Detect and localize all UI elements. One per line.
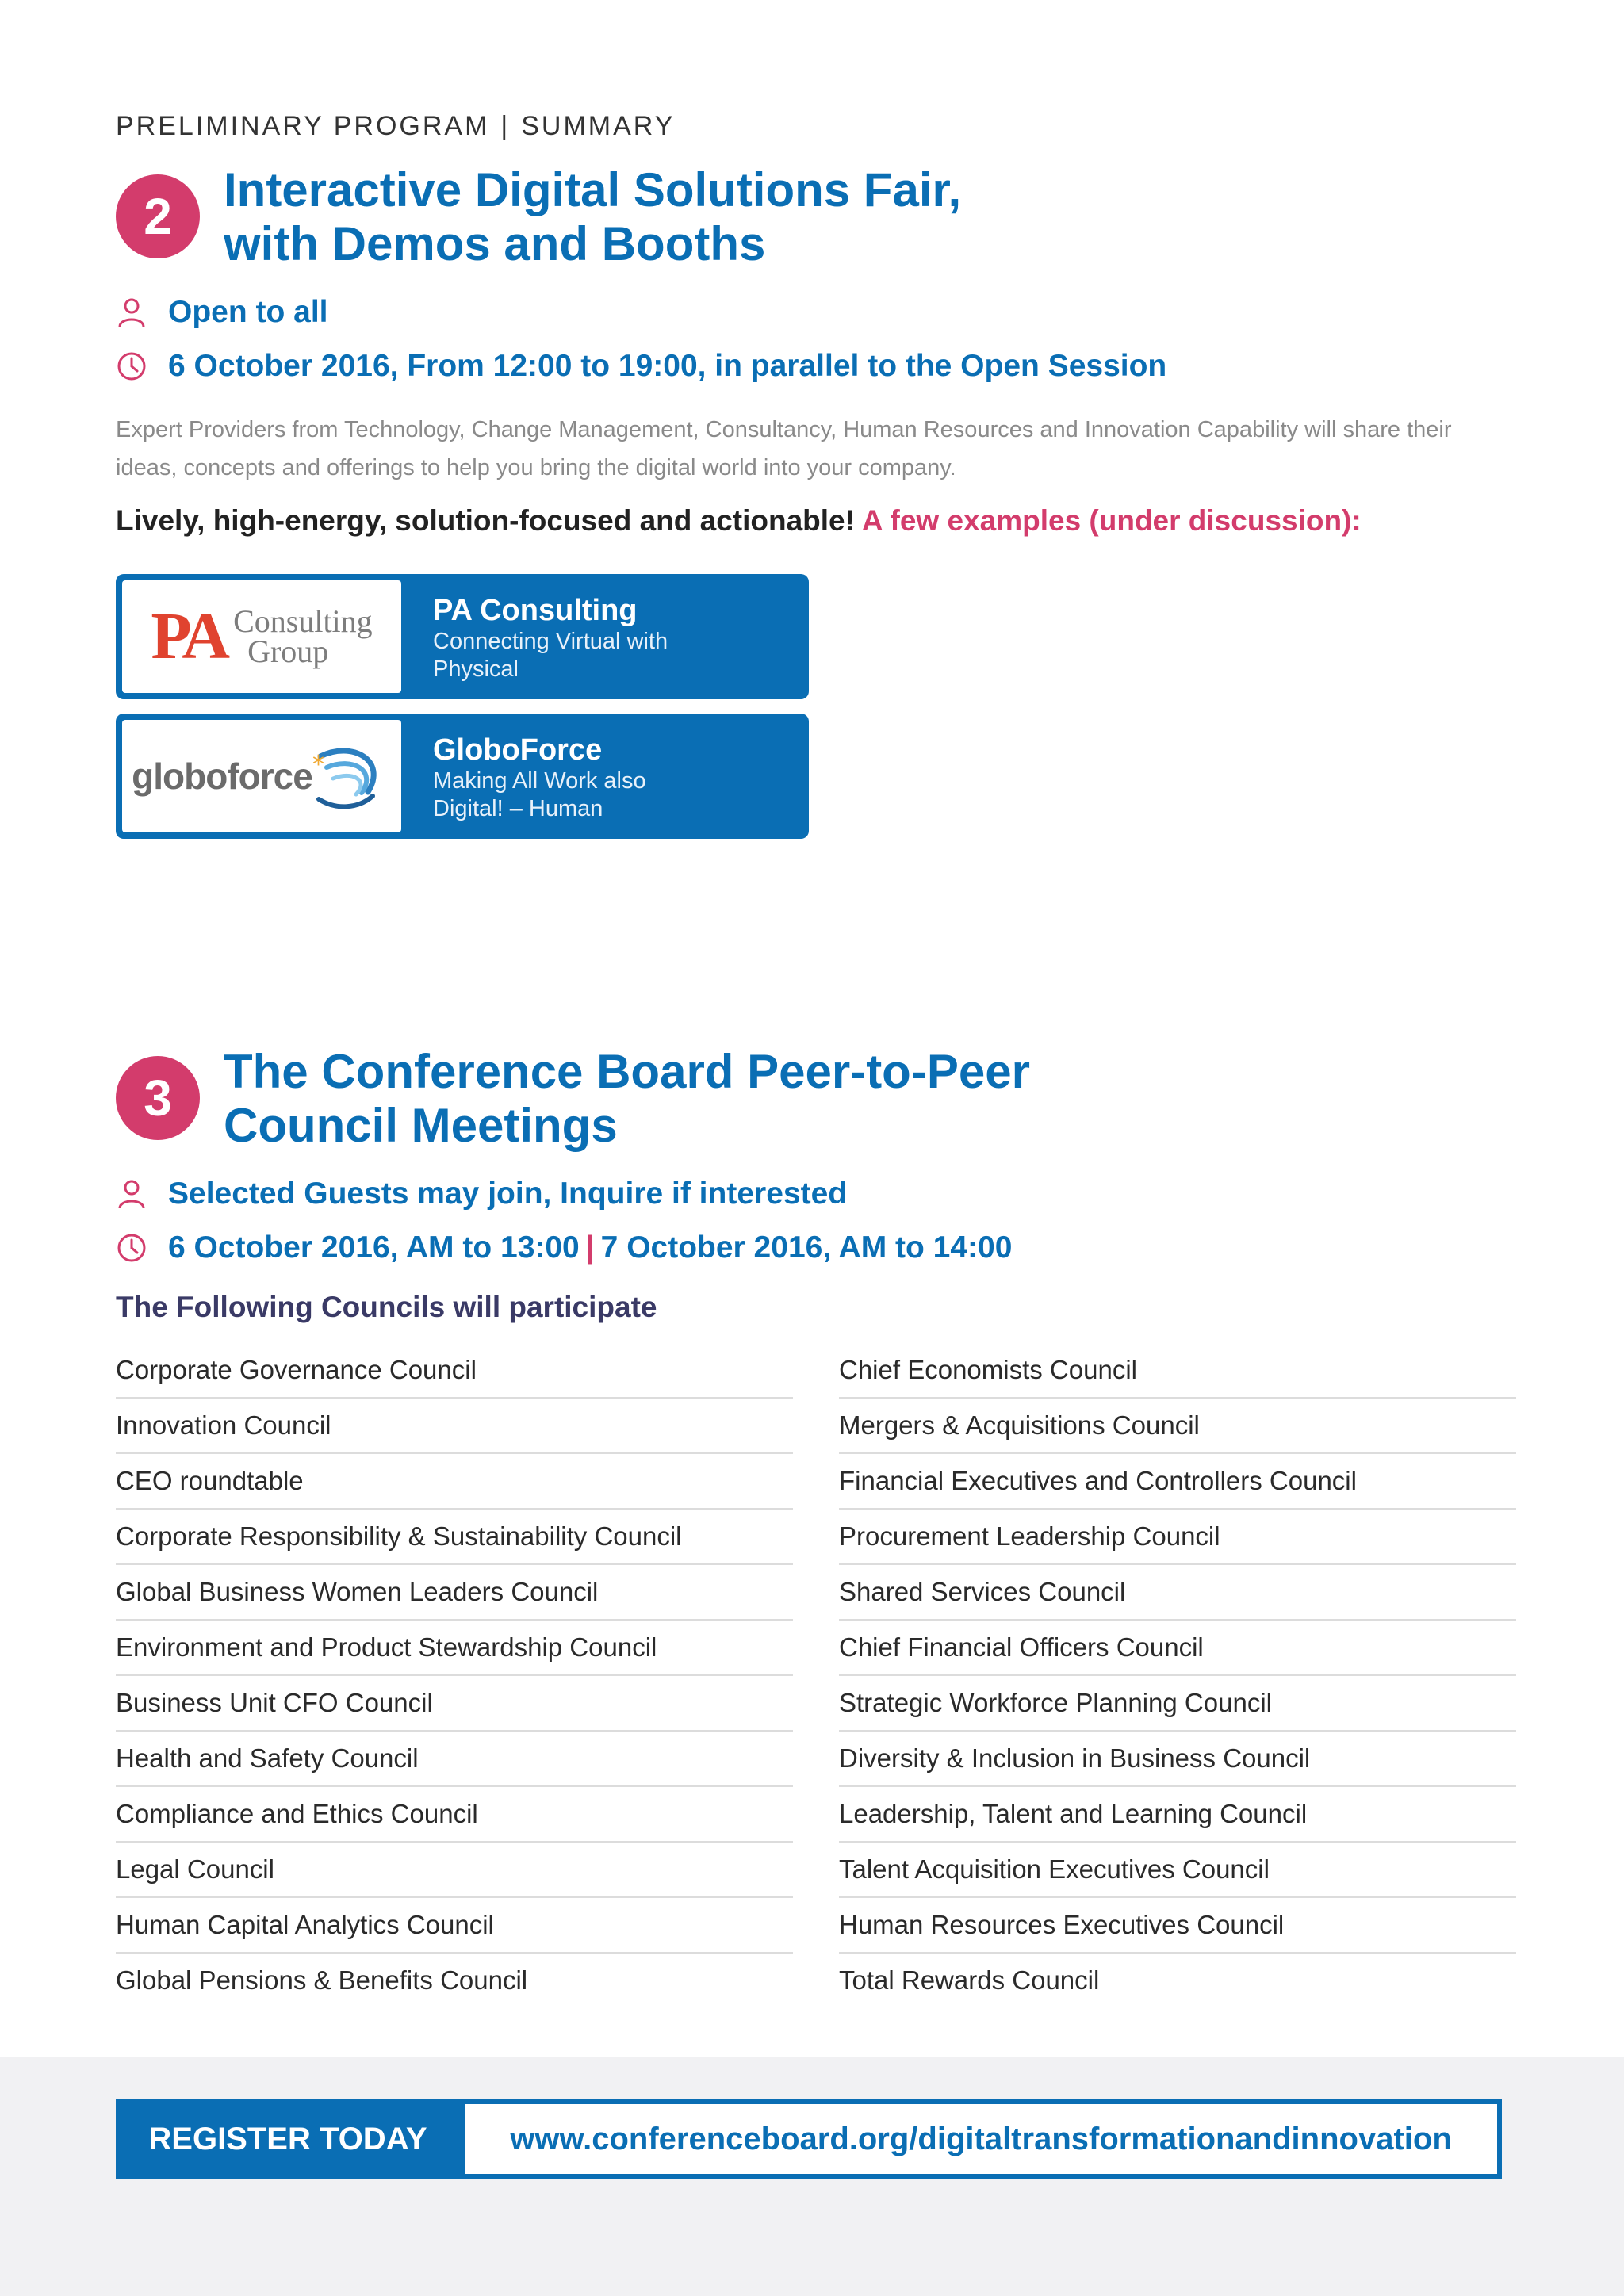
council-list-item: Health and Safety Council (116, 1732, 793, 1787)
exhibitor-tagline: Making All Work also Digital! – Human (433, 768, 646, 821)
section-3-title (224, 1045, 1030, 1153)
council-list-item: Global Business Women Leaders Council (116, 1565, 793, 1621)
section-2-number-badge: 2 (116, 174, 200, 258)
exhibitor-card-globoforce (116, 714, 809, 839)
summary-label: SUMMARY (521, 111, 676, 141)
council-list-item: Diversity & Inclusion in Business Council (839, 1732, 1516, 1787)
section-2-title-line2: with Demos and Booths (224, 217, 766, 270)
council-list-item: Shared Services Council (839, 1565, 1516, 1621)
exhibitor-name: PA Consulting (433, 594, 638, 627)
council-list-item: Innovation Council (116, 1399, 793, 1454)
council-list-item: Business Unit CFO Council (116, 1676, 793, 1732)
svg-text:*: * (312, 751, 324, 779)
council-list-item: CEO roundtable (116, 1454, 793, 1510)
section-3-number-badge: 3 (116, 1056, 200, 1140)
section-3-audience-text: Selected Guests may join, Inquire if interested (168, 1177, 848, 1211)
register-url-link[interactable]: www.conferenceboard.org/digitaltransformationandinnovation (460, 2099, 1502, 2179)
pa-logo-word1: Consulting (233, 603, 373, 639)
council-list-item: Leadership, Talent and Learning Council (839, 1787, 1516, 1843)
section-2-tagline (116, 504, 1362, 538)
council-list-item: Corporate Governance Council (116, 1343, 793, 1399)
council-list-item: Chief Economists Council (839, 1343, 1516, 1399)
section-3-schedule-day2: 7 October 2016, AM to 14:00 (600, 1230, 1013, 1265)
council-list-item: Total Rewards Council (839, 1965, 1100, 1995)
council-list-item: Chief Financial Officers Council (839, 1621, 1516, 1676)
person-icon (116, 297, 147, 328)
clock-icon (116, 1232, 147, 1264)
councils-right-column (839, 1343, 1516, 2007)
register-today-label[interactable]: REGISTER TODAY (116, 2099, 460, 2179)
council-list-item: Corporate Responsibility & Sustainability Council (116, 1510, 793, 1565)
pa-consulting-logo (122, 580, 401, 693)
councils-heading: The Following Councils will participate (116, 1291, 657, 1323)
section-2-title-line1: Interactive Digital Solutions Fair, (224, 163, 962, 216)
council-list-item: Talent Acquisition Executives Council (839, 1843, 1516, 1898)
section-3-title-line1: The Conference Board Peer-to-Peer (224, 1045, 1030, 1098)
program-kicker (116, 111, 675, 142)
council-list-item: Global Pensions & Benefits Council (116, 1965, 528, 1995)
section-2-audience (116, 295, 328, 330)
program-label: PRELIMINARY PROGRAM (116, 111, 490, 141)
pa-logo-mark: PA (151, 599, 226, 673)
section-2-title (224, 163, 961, 271)
section-2-description: Expert Providers from Technology, Change Management, Consultancy, Human Resources and Innovation Capability will share their ideas, concepts and offerings to help you bring the digital world into your company. (116, 417, 1452, 480)
globoforce-logo (122, 720, 401, 832)
kicker-separator: | (500, 111, 511, 141)
council-list-item: Strategic Workforce Planning Council (839, 1676, 1516, 1732)
pa-logo-word2: Group (247, 633, 329, 669)
globoforce-logo-text: globoforce (132, 756, 312, 797)
council-list-item: Human Resources Executives Council (839, 1898, 1516, 1954)
council-list-item: Compliance and Ethics Council (116, 1787, 793, 1843)
person-icon (116, 1178, 147, 1210)
exhibitor-card-pa-consulting (116, 574, 809, 699)
section-3-audience (116, 1177, 847, 1211)
council-list-item: Mergers & Acquisitions Council (839, 1399, 1516, 1454)
exhibitor-tagline: Connecting Virtual with Physical (433, 629, 668, 682)
section-2-audience-text: Open to all (168, 295, 328, 329)
council-list-item: Legal Council (116, 1843, 793, 1898)
tagline-text: Lively, high-energy, solution-focused and actionable! (116, 504, 855, 537)
section-3-schedule (116, 1230, 1012, 1265)
councils-left-column (116, 1343, 793, 2007)
section-2-schedule (116, 349, 1166, 384)
council-list-item: Environment and Product Stewardship Council (116, 1621, 793, 1676)
globoforce-swoosh-icon (312, 740, 392, 812)
clock-icon (116, 350, 147, 382)
section-3-schedule-day1: 6 October 2016, AM to 13:00 (168, 1230, 580, 1265)
section-3-title-line2: Council Meetings (224, 1099, 618, 1152)
exhibitor-name: GloboForce (433, 733, 603, 767)
council-list-item: Financial Executives and Controllers Council (839, 1454, 1516, 1510)
examples-label: A few examples (under discussion): (861, 504, 1362, 537)
schedule-separator: | (585, 1230, 595, 1265)
council-list-item: Human Capital Analytics Council (116, 1898, 793, 1954)
section-2-schedule-text: 6 October 2016, From 12:00 to 19:00, in parallel to the Open Session (168, 349, 1167, 383)
council-list-item: Procurement Leadership Council (839, 1510, 1516, 1565)
